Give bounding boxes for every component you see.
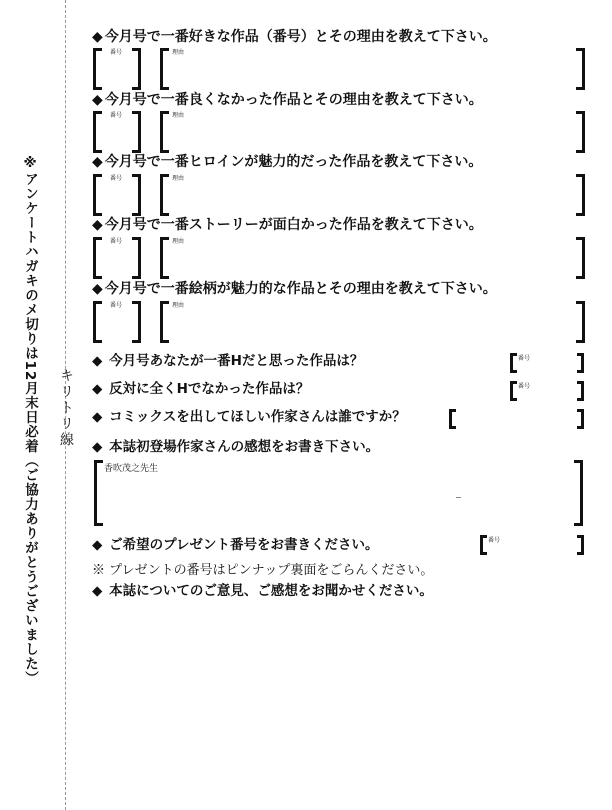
question-least-h-work: ◆ 反対に全くHでなかった作品は？ — [92, 381, 310, 397]
question-present-number: ◆ ご希望のプレゼント番号をお書きください。 — [92, 537, 379, 553]
diamond-icon: ◆ — [92, 439, 103, 455]
reason-field-bracket-left[interactable] — [160, 237, 169, 279]
diamond-icon: ◆ — [92, 537, 103, 553]
question-favorite-work: ◆ 今月号で一番好きな作品（番号）とその理由を教えて下さい。 — [92, 29, 497, 45]
question-opinions: ◆ 本誌についてのご意見、ご感想をお聞かせください。 — [92, 583, 433, 599]
present-number-bracket-right — [577, 535, 584, 555]
reason-field-bracket-right — [576, 174, 585, 216]
question-comics-author: ◆ コミックスを出してほしい作家さんは誰ですか？ — [92, 409, 406, 425]
number-field-bracket-right — [132, 237, 141, 279]
diamond-icon: ◆ — [92, 217, 103, 233]
reason-field-bracket-left[interactable] — [160, 174, 169, 216]
number-field-label: 番号 — [518, 355, 531, 362]
diamond-icon: ◆ — [92, 92, 103, 108]
diamond-icon: ◆ — [92, 353, 103, 369]
number-field-label: 番号 — [110, 175, 123, 182]
number-field-bracket-left[interactable] — [510, 381, 517, 401]
author-field-bracket-right — [577, 409, 584, 429]
number-field-bracket-left[interactable] — [510, 353, 517, 373]
number-field-bracket-right — [132, 301, 141, 343]
reason-field-bracket-right — [576, 48, 585, 90]
present-note: ※ プレゼントの番号はピンナップ裏面をごらんください。 — [92, 563, 434, 578]
cut-line-label: キリトリ線 — [58, 368, 74, 448]
question-story-work: ◆ 今月号で一番ストーリーが面白かった作品を教えて下さい。 — [92, 217, 483, 233]
diamond-icon: ◆ — [92, 154, 103, 170]
impressions-field-bracket-left[interactable] — [94, 460, 103, 526]
question-worst-work: ◆ 今月号で一番良くなかった作品とその理由を教えて下さい。 — [92, 92, 483, 108]
number-field-bracket-right — [577, 353, 584, 373]
speck-mark — [456, 497, 461, 498]
number-field-bracket-right — [132, 48, 141, 90]
diamond-icon: ◆ — [92, 381, 103, 397]
reason-field-bracket-right — [576, 237, 585, 279]
number-field-label: 番号 — [110, 49, 123, 56]
reason-field-label: 理由 — [172, 302, 185, 309]
reason-field-label: 理由 — [172, 112, 185, 119]
number-field-bracket-left[interactable] — [93, 301, 102, 343]
number-field-bracket-right — [132, 174, 141, 216]
diamond-icon: ◆ — [92, 29, 103, 45]
number-field-label: 番号 — [488, 537, 501, 544]
number-field-bracket-right — [132, 111, 141, 153]
reason-field-label: 理由 — [172, 49, 185, 56]
reason-field-bracket-right — [576, 301, 585, 343]
number-field-bracket-left[interactable] — [93, 174, 102, 216]
present-number-bracket-left[interactable] — [480, 535, 487, 555]
number-field-bracket-left[interactable] — [93, 111, 102, 153]
reason-field-bracket-left[interactable] — [160, 48, 169, 90]
impressions-field-bracket-right — [574, 460, 583, 526]
number-field-bracket-left[interactable] — [93, 237, 102, 279]
deadline-note: ※アンケートハガキのメ切りは12月末日必着（ご協力ありがとうございました） — [22, 155, 38, 686]
diamond-icon: ◆ — [92, 583, 103, 599]
author-field-bracket-left[interactable] — [449, 409, 456, 429]
number-field-label: 番号 — [110, 302, 123, 309]
number-field-label: 番号 — [518, 383, 531, 390]
reason-field-bracket-left[interactable] — [160, 301, 169, 343]
diamond-icon: ◆ — [92, 409, 103, 425]
reason-field-bracket-left[interactable] — [160, 111, 169, 153]
question-most-h-work: ◆ 今月号あなたが一番Hだと思った作品は？ — [92, 353, 364, 369]
number-field-bracket-right — [577, 381, 584, 401]
reason-field-label: 理由 — [172, 238, 185, 245]
diamond-icon: ◆ — [92, 281, 103, 297]
impressions-handwritten-text: 香吹茂之先生 — [104, 464, 159, 474]
reason-field-label: 理由 — [172, 175, 185, 182]
number-field-bracket-left[interactable] — [93, 48, 102, 90]
question-heroine-work: ◆ 今月号で一番ヒロインが魅力的だった作品を教えて下さい。 — [92, 154, 483, 170]
number-field-label: 番号 — [110, 238, 123, 245]
reason-field-bracket-right — [576, 111, 585, 153]
question-art-work: ◆ 今月号で一番絵柄が魅力的な作品とその理由を教えて下さい。 — [92, 281, 497, 297]
question-new-author-impressions: ◆ 本誌初登場作家さんの感想をお書き下さい。 — [92, 439, 380, 455]
number-field-label: 番号 — [110, 112, 123, 119]
